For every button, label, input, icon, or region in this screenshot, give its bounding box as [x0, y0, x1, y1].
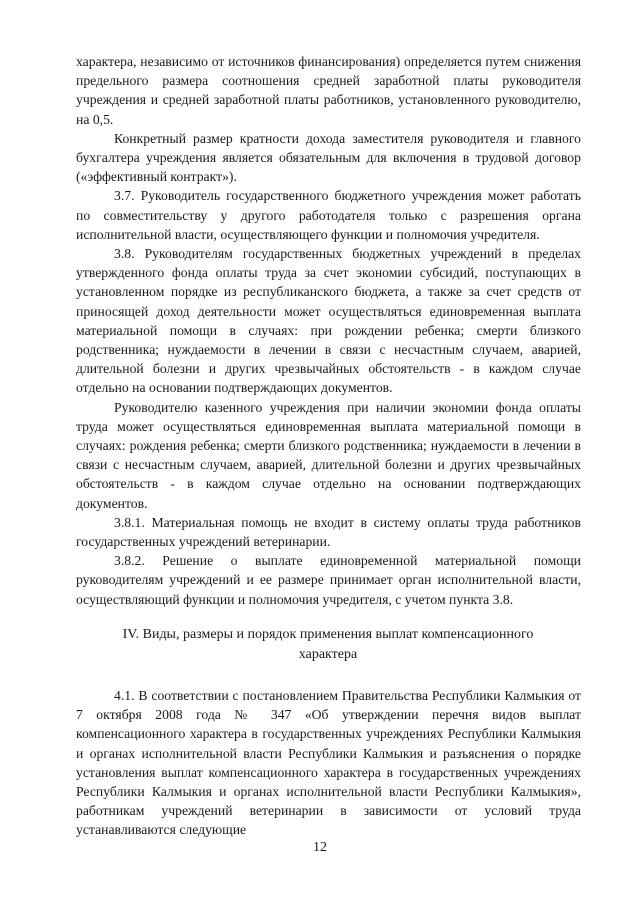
paragraph-treasury-institution: Руководителю казенного учреждения при наличии экономии фонда оплаты труда может осуществляться единовременная выплата материальной помощи в случаях: рождения ребенка; смерти близкого родственника; нуждаемости в лечении в связи с несчастным случаем, аварией, длительной болезни и других чрезвычайных обстоятельств - в каждом случае отдельно на основании подтверждающих документов. [76, 399, 581, 511]
body-text-section-3 [76, 52, 581, 609]
paragraph-3-8: 3.8. Руководителям государственных бюджетных учреждений в пределах утвержденного фонда оплаты труда за счет экономии субсидий, поступающих в установленном порядке из республиканского бюджета, а также за счет средств от приносящей доход деятельности может осуществляться единовременная выплата материальной помощи в случаях: при рождении ребенка; смерти близкого родственника; нуждаемости в лечении в связи с несчастным случаем, аварией, длительной болезни и других чрезвычайных обстоятельств - в каждом случае отдельно на основании подтверждающих документов. [76, 246, 581, 396]
section-heading-line-1: IV. Виды, размеры и порядок применения выплат компенсационного [122, 627, 534, 642]
paragraph-4-1: 4.1. В соответствии с постановлением Правительства Республики Калмыкия от 7 октября 2008 года № 347 «Об утверждении перечня видов выплат компенсационного характера в государственных учреждениях Республики Калмыкия и органах исполнительной власти Республики Калмыкия и разъяснения о порядке установления выплат компенсационного характера в государственных учреждениях Республики Калмыкия и органах исполнительной власти Республики Калмыкия», работникам учреждений ветеринарии в зависимости от условий труда устанавливаются следующие [76, 688, 581, 838]
paragraph-3-7: 3.7. Руководитель государственного бюджетного учреждения может работать по совместительству у другого работодателя только с разрешения органа исполнительной власти, осуществляющего функции и полномочия учредителя. [76, 188, 581, 242]
body-text-section-4 [76, 686, 581, 840]
paragraph-3-8-1: 3.8.1. Материальная помощь не входит в систему оплаты труда работников государственных учреждений ветеринарии. [76, 514, 581, 550]
section-heading [90, 625, 566, 664]
section-heading-line-2: характера [298, 646, 358, 662]
page-number: 12 [313, 840, 327, 855]
paragraph-3-8-2: 3.8.2. Решение о выплате единовременной материальной помощи руководителям учреждений и ее размере принимает орган исполнительной власти, осуществляющий функции и полномочия учредителя, с учетом пункта 3.8. [76, 553, 581, 607]
paragraph-continuation: характера, независимо от источников финансирования) определяется путем снижения предельного размера соотношения средней заработной платы руководителя учреждения и средней заработной платы работников, установленного руководителю, на 0,5. [76, 54, 581, 127]
paragraph-deputy-income: Конкретный размер кратности дохода заместителя руководителя и главного бухгалтера учреждения является обязательным для включения в трудовой договор («эффективный контракт»). [76, 130, 581, 185]
